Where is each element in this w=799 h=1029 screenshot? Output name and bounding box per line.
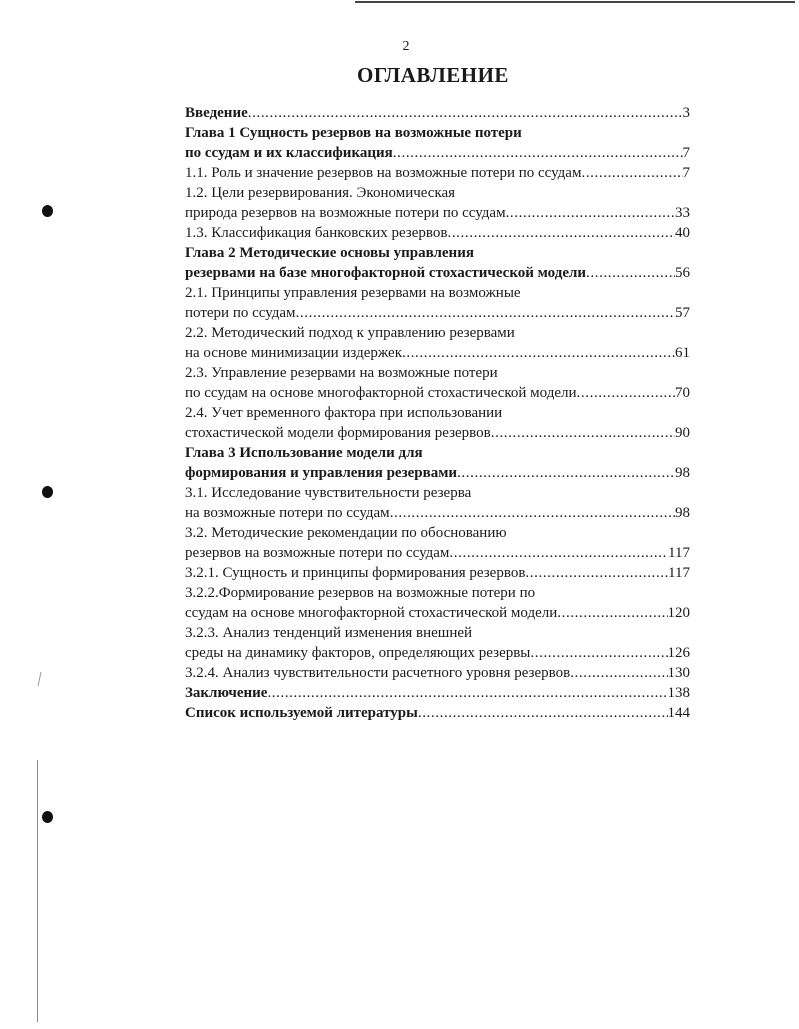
- table-of-contents: [185, 103, 690, 723]
- binder-hole-bottom: [42, 811, 53, 823]
- toc-entry-text: 2.3. Управление резервами на возможные потери: [185, 365, 498, 381]
- toc-entry-text: 3.2. Методические рекомендации по обоснованию: [185, 525, 507, 541]
- toc-entry: [185, 583, 690, 603]
- toc-entry: [185, 383, 690, 403]
- toc-leader-dots: [530, 643, 667, 663]
- toc-entry: [185, 143, 690, 163]
- toc-entry: [185, 403, 690, 423]
- toc-entry: [185, 323, 690, 343]
- toc-entry-text: 2.4. Учет временного фактора при использовании: [185, 405, 503, 421]
- toc-entry: [185, 163, 690, 183]
- toc-entry: [185, 243, 690, 263]
- toc-entry: [185, 263, 690, 283]
- toc-entry-page: 57: [675, 305, 690, 321]
- toc-entry-text: потери по ссудам: [185, 305, 296, 321]
- toc-entry: [185, 663, 690, 683]
- toc-entry-page: 70: [675, 385, 690, 401]
- toc-entry-page: 33: [675, 205, 690, 221]
- toc-entry-text: 3.2.1. Сущность и принципы формирования резервов: [185, 565, 526, 581]
- toc-entry-text: резервами на базе многофакторной стохастической модели: [185, 265, 587, 281]
- toc-entry: [185, 703, 690, 723]
- toc-entry-text: 1.2. Цели резервирования. Экономическая: [185, 185, 456, 201]
- toc-entry: [185, 203, 690, 223]
- binder-hole-middle: [42, 486, 53, 498]
- toc-entry: [185, 603, 690, 623]
- toc-leader-dots: [570, 663, 667, 683]
- toc-entry-page: 117: [668, 565, 690, 581]
- toc-entry-text: ссудам на основе многофакторной стохастической модели: [185, 605, 558, 621]
- toc-entry-text: 1.1. Роль и значение резервов на возможные потери по ссудам: [185, 165, 582, 181]
- toc-entry: [185, 343, 690, 363]
- toc-entry-page: 56: [675, 265, 690, 281]
- toc-entry: [185, 643, 690, 663]
- toc-entry-text: Список используемой литературы: [185, 705, 418, 721]
- toc-entry-page: 90: [675, 425, 690, 441]
- toc-leader-dots: [525, 563, 668, 583]
- toc-entry-text: по ссудам и их классификация: [185, 145, 393, 161]
- toc-leader-dots: [393, 143, 683, 163]
- toc-leader-dots: [449, 543, 668, 563]
- toc-leader-dots: [457, 463, 675, 483]
- toc-entry: [185, 503, 690, 523]
- toc-entry: [185, 103, 690, 123]
- toc-entry: [185, 623, 690, 643]
- toc-leader-dots: [581, 163, 682, 183]
- toc-entry: [185, 223, 690, 243]
- toc-entry-page: 98: [675, 465, 690, 481]
- toc-entry-text: среды на динамику факторов, определяющих резервы: [185, 645, 531, 661]
- page-title: ОГЛАВЛЕНИЕ: [357, 63, 509, 87]
- scan-mark: [38, 672, 42, 686]
- toc-entry-text: по ссудам на основе многофакторной стохастической модели: [185, 385, 577, 401]
- toc-entry: [185, 463, 690, 483]
- toc-entry: [185, 123, 690, 143]
- toc-entry-text: Глава 2 Методические основы управления: [185, 245, 474, 261]
- toc-entry: [185, 543, 690, 563]
- toc-entry-text: Введение: [185, 105, 248, 121]
- toc-entry-page: 144: [667, 705, 690, 721]
- binder-hole-top: [42, 205, 53, 217]
- toc-entry-text: 3.2.3. Анализ тенденций изменения внешней: [185, 625, 473, 641]
- toc-entry-text: 2.2. Методический подход к управлению резервами: [185, 325, 515, 341]
- toc-entry-page: 7: [682, 165, 690, 181]
- toc-entry: [185, 283, 690, 303]
- toc-entry: [185, 423, 690, 443]
- toc-leader-dots: [418, 703, 668, 723]
- toc-entry-page: 117: [668, 545, 690, 561]
- toc-entry: [185, 483, 690, 503]
- toc-leader-dots: [248, 103, 683, 123]
- toc-entry: [185, 303, 690, 323]
- toc-leader-dots: [390, 503, 675, 523]
- toc-leader-dots: [557, 603, 667, 623]
- toc-entry-text: формирования и управления резервами: [185, 465, 458, 481]
- toc-leader-dots: [506, 203, 675, 223]
- toc-entry-page: 98: [675, 505, 690, 521]
- toc-entry: [185, 563, 690, 583]
- toc-entry: [185, 683, 690, 703]
- toc-entry-text: Глава 3 Использование модели для: [185, 445, 423, 461]
- toc-entry-text: на основе минимизации издержек: [185, 345, 402, 361]
- toc-entry-page: 3: [682, 105, 690, 121]
- toc-entry-text: на возможные потери по ссудам: [185, 505, 390, 521]
- toc-entry-page: 138: [667, 685, 690, 701]
- toc-entry-page: 126: [667, 645, 690, 661]
- toc-entry-page: 7: [682, 145, 690, 161]
- toc-entry-page: 61: [675, 345, 690, 361]
- toc-leader-dots: [402, 343, 675, 363]
- toc-entry: [185, 363, 690, 383]
- toc-entry-page: 120: [667, 605, 690, 621]
- toc-leader-dots: [491, 423, 675, 443]
- toc-entry-text: 3.1. Исследование чувствительности резерва: [185, 485, 472, 501]
- toc-leader-dots: [447, 223, 675, 243]
- toc-entry-text: резервов на возможные потери по ссудам: [185, 545, 450, 561]
- toc-entry-text: 1.3. Классификация банковских резервов: [185, 225, 448, 241]
- toc-entry-page: 40: [675, 225, 690, 241]
- toc-entry-text: природа резервов на возможные потери по ссудам: [185, 205, 506, 221]
- scan-edge-top: [355, 1, 795, 3]
- toc-leader-dots: [267, 683, 667, 703]
- toc-entry: [185, 443, 690, 463]
- toc-entry-text: 3.2.2.Формирование резервов на возможные потери по: [185, 585, 536, 601]
- toc-entry-text: Заключение: [185, 685, 268, 701]
- toc-entry-text: 2.1. Принципы управления резервами на возможные: [185, 285, 521, 301]
- scan-edge-left: [37, 760, 38, 1022]
- toc-entry-text: 3.2.4. Анализ чувствительности расчетного уровня резервов: [185, 665, 571, 681]
- toc-entry-text: стохастической модели формирования резервов: [185, 425, 491, 441]
- toc-leader-dots: [586, 263, 675, 283]
- toc-leader-dots: [296, 303, 675, 323]
- toc-entry: [185, 523, 690, 543]
- toc-entry-text: Глава 1 Сущность резервов на возможные потери: [185, 125, 522, 141]
- page-number: 2: [402, 39, 410, 54]
- toc-leader-dots: [577, 383, 675, 403]
- toc-entry: [185, 183, 690, 203]
- toc-entry-page: 130: [667, 665, 690, 681]
